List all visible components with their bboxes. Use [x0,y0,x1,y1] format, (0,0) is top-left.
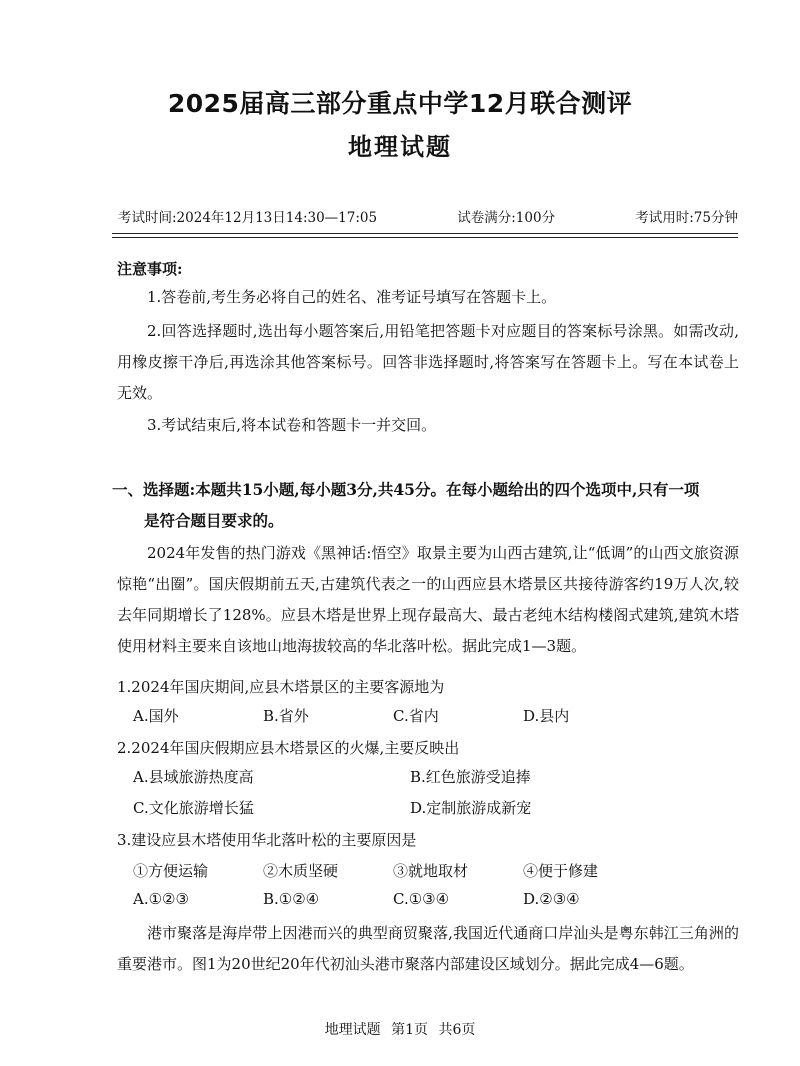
exam-title: 2025届高三部分重点中学12月联合测评 [167,89,633,118]
footer-subject: 地理试题 [324,1022,381,1038]
q1-option-d[interactable]: D.县内 [523,707,570,725]
q3-item-3: ③就地取材 [393,862,469,880]
question-3-items [133,860,653,881]
passage-1: 2024年发售的热门游戏《黑神话:悟空》取景主要为山西古建筑,让“低调”的山西文旅资源惊艳“出圈”。国庆假期前五天,古建筑代表之一的山西应县木塔景区共接待游客约19万人次,较去年同期增长了128%。应县木塔是世界上现存最高大、最古老纯木结构楼阁式建筑,建筑木塔使用材料主要来自该地山地海拔较高的华北落叶松。据此完成1—3题。 [117,544,739,655]
question-2-stem: 2.2024年国庆假期应县木塔景区的火爆,主要反映出 [117,739,460,757]
q3-item-2: ②木质坚硬 [263,862,339,880]
q2-option-a[interactable]: A.县域旅游热度高 [133,768,254,786]
q2-option-c[interactable]: C.文化旅游增长猛 [133,799,254,817]
note-2: 2.回答选择题时,选出每小题答案后,用铅笔把答题卡对应题目的答案标号涂黑。如需改动,用橡皮擦干净后,再选涂其他答案标号。回答非选择题时,将答案写在答题卡上。写在本试卷上无效。 [117,322,739,402]
question-3-stem: 3.建设应县木塔使用华北落叶松的主要原因是 [117,831,417,849]
question-2-options-row1 [133,766,693,787]
note-3: 3.考试结束后,将本试卷和答题卡一并交回。 [147,416,437,434]
footer-page-number: 第1页 [391,1022,428,1038]
question-2-options-row2 [133,797,693,818]
question-1-stem: 1.2024年国庆期间,应县木塔景区的主要客源地为 [117,678,445,696]
note-1: 1.答卷前,考生务必将自己的姓名、准考证号填写在答题卡上。 [147,288,557,306]
q1-option-c[interactable]: C.省内 [393,707,439,725]
header-divider-bottom [112,237,738,238]
section-heading-line2: 是符合题目要求的。 [144,511,284,530]
q3-option-b[interactable]: B.①②④ [263,890,320,908]
exam-time: 考试时间:2024年12月13日14:30—17:05 [118,210,378,226]
passage-2: 港市聚落是海岸带上因港而兴的典型商贸聚落,我国近代通商口岸汕头是粤东韩江三角洲的重要港市。图1为20世纪20年代初汕头港市聚落内部建设区域划分。据此完成4—6题。 [117,924,739,973]
header-divider-top [112,233,738,234]
exam-full-score: 试卷满分:100分 [457,210,556,226]
footer-total-pages: 共6页 [438,1022,476,1038]
q3-option-c[interactable]: C.①③④ [393,890,450,908]
q3-option-d[interactable]: D.②③④ [523,890,580,908]
q1-option-a[interactable]: A.国外 [133,707,179,725]
exam-duration: 考试用时:75分钟 [635,210,738,226]
section-heading [112,474,742,536]
exam-info-bar [118,206,738,226]
q2-option-b[interactable]: B.红色旅游受追捧 [410,768,531,786]
question-3-options [133,890,653,908]
q2-option-d[interactable]: D.定制旅游成新宠 [410,799,532,817]
q3-option-a[interactable]: A.①②③ [133,890,189,908]
page-footer [0,1019,800,1039]
notes-heading: 注意事项: [117,260,183,278]
q3-item-1: ①方便运输 [133,862,209,880]
q1-option-b[interactable]: B.省外 [263,707,309,725]
section-heading-line1: 一、选择题:本题共15小题,每小题3分,共45分。在每小题给出的四个选项中,只有一项 [112,480,700,499]
exam-subject-title: 地理试题 [348,133,452,161]
question-1-options [133,705,653,726]
q3-item-4: ④便于修建 [523,862,599,880]
